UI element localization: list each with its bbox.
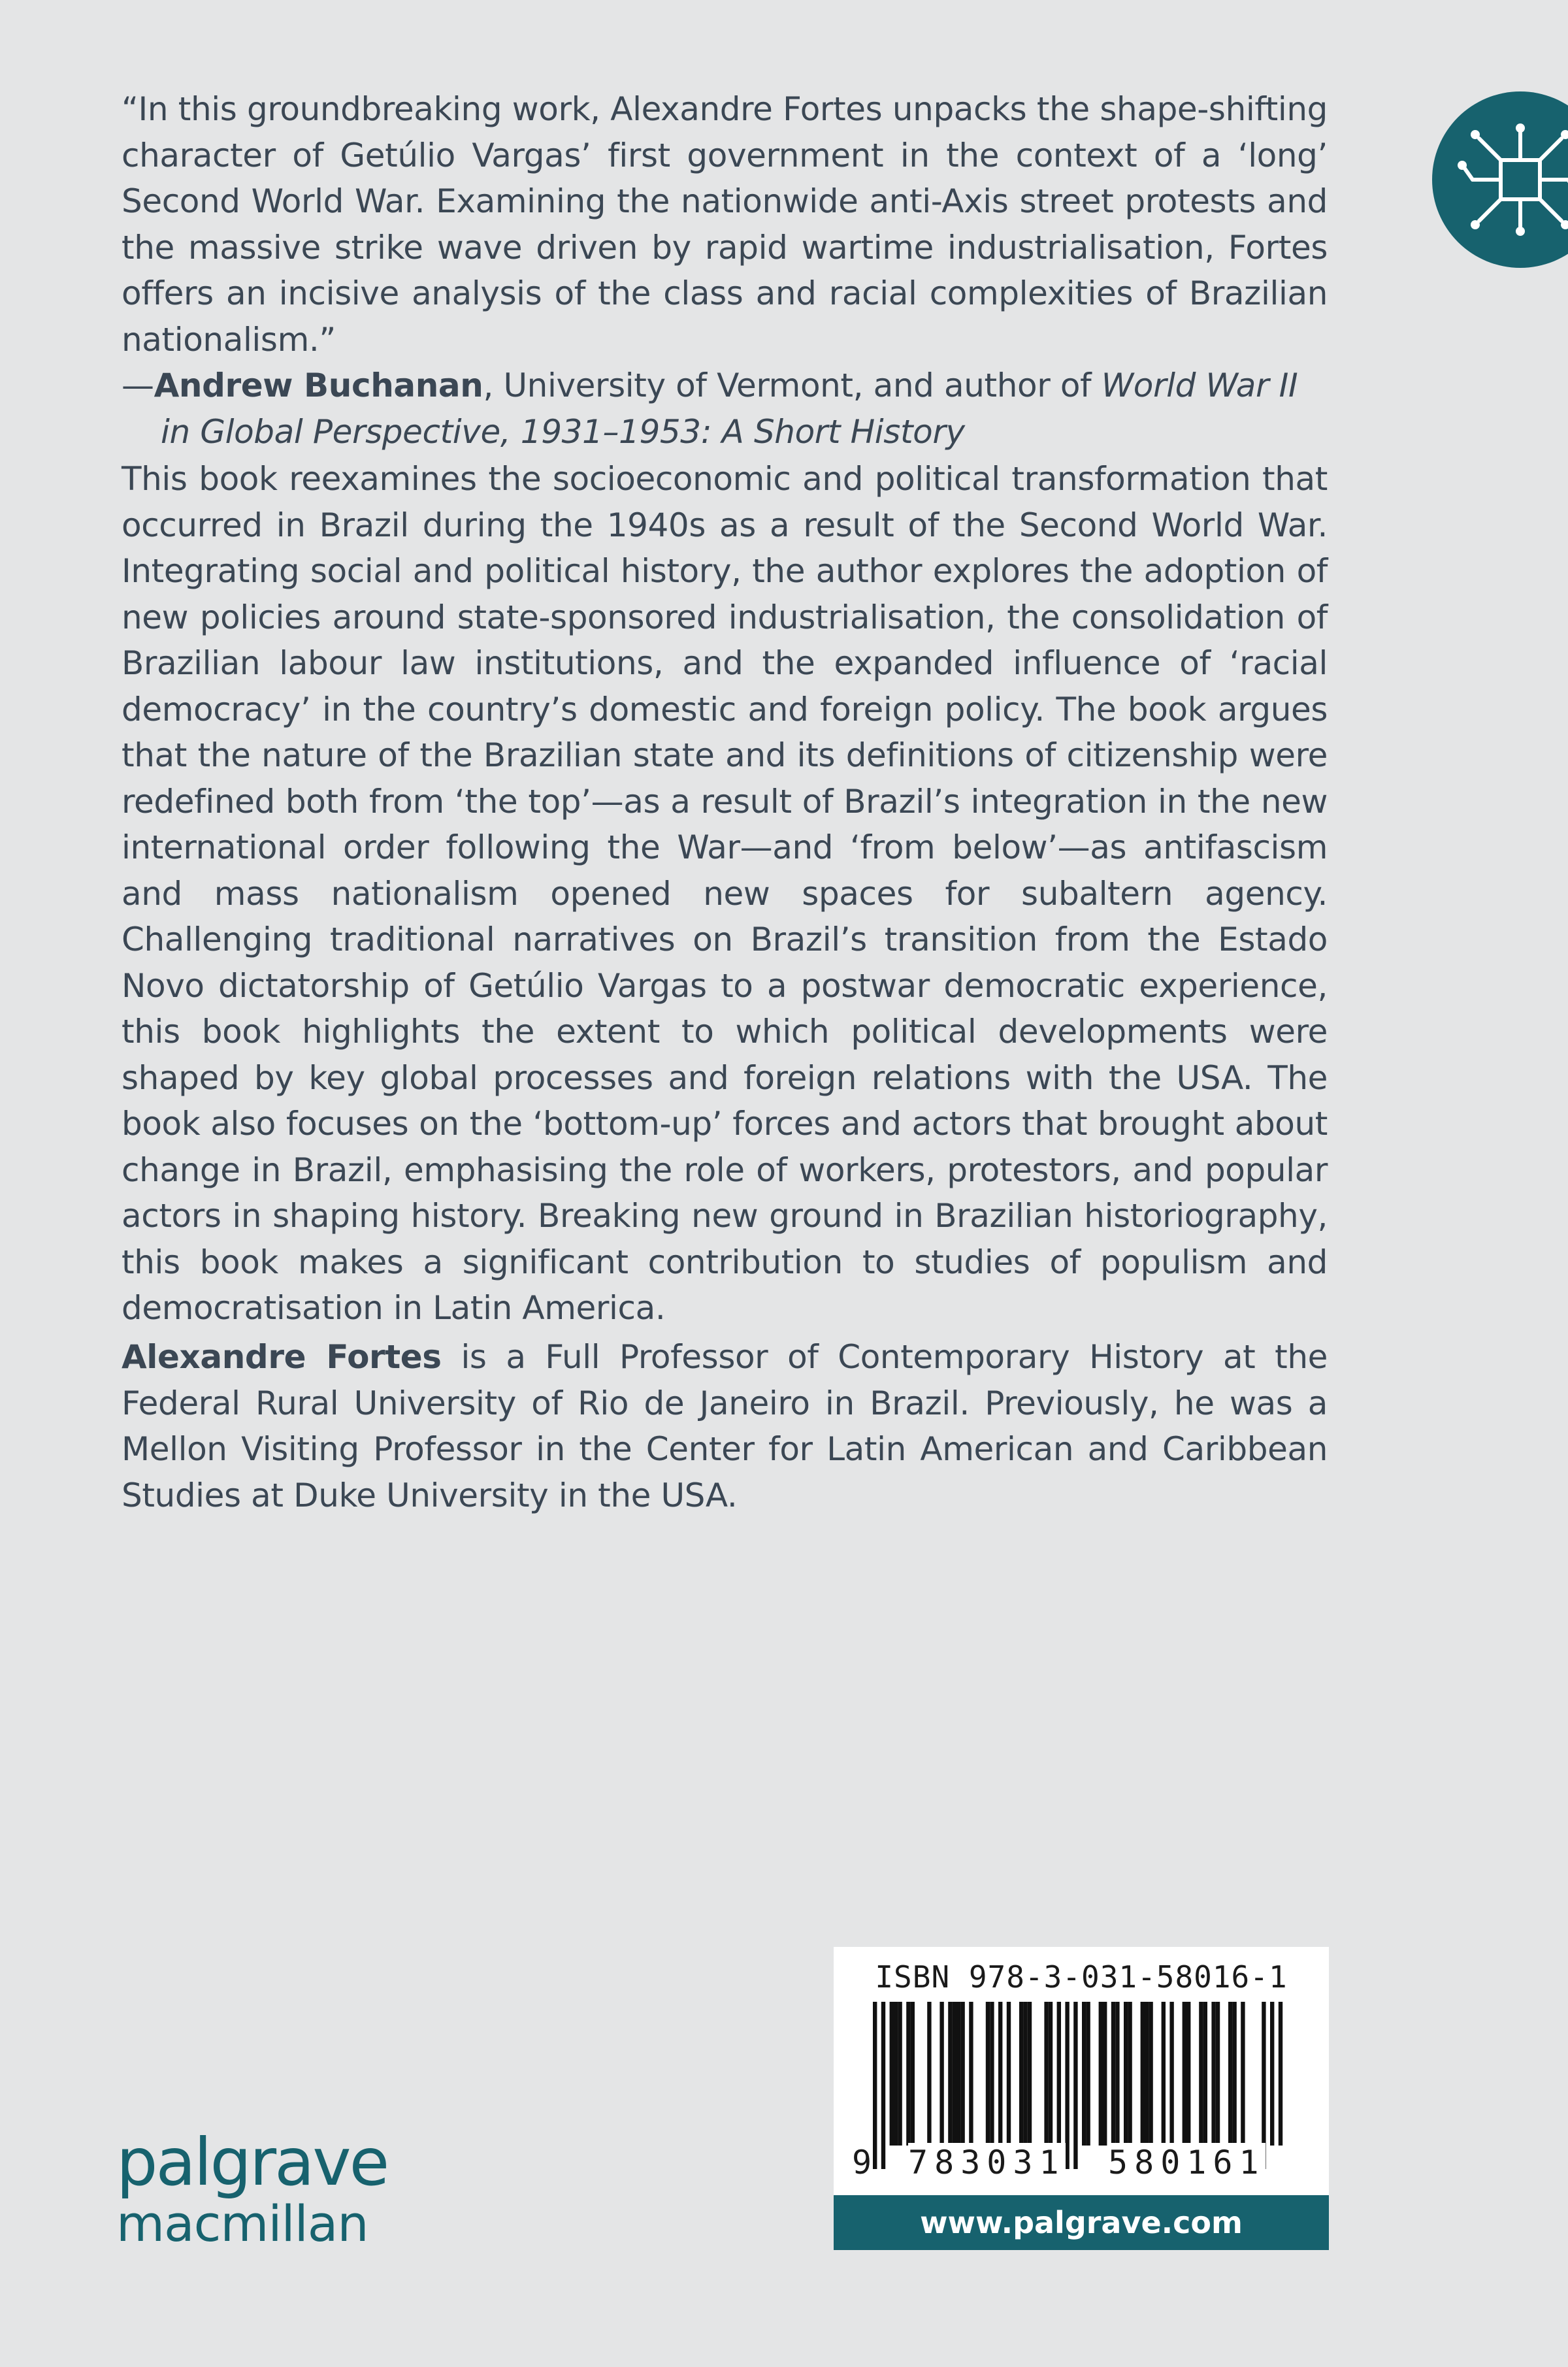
bio-author-name: Alexandre Fortes <box>122 1338 442 1376</box>
barcode-bar <box>890 2002 894 2146</box>
barcode-bar <box>894 2002 898 2146</box>
quote-attribution <box>122 363 1328 455</box>
barcode-bar <box>1241 2002 1245 2146</box>
barcode-digits <box>834 2143 1329 2182</box>
barcode-bar <box>1211 2002 1215 2146</box>
attribution-book-title: World War II in Global Perspective, 1931–1953: A Short History <box>161 367 1298 451</box>
barcode-bar <box>948 2002 952 2146</box>
barcode-bar <box>1145 2002 1149 2146</box>
barcode-bar <box>1232 2002 1236 2146</box>
publisher-website: www.palgrave.com <box>834 2195 1329 2250</box>
barcode-bar <box>1057 2002 1061 2146</box>
barcode-bar <box>1203 2002 1207 2146</box>
barcode-bar <box>911 2002 915 2146</box>
barcode-bar <box>1149 2002 1152 2146</box>
author-bio <box>122 1334 1328 1518</box>
circuit-square-icon <box>1432 91 1568 268</box>
barcode-bar <box>906 2002 910 2146</box>
barcode-bar <box>1111 2002 1115 2146</box>
publisher-logo <box>116 2124 388 2253</box>
barcode-bar <box>953 2002 956 2146</box>
barcode-bar <box>939 2002 943 2146</box>
barcode-bar <box>1169 2002 1173 2146</box>
barcode-digit-first: 9 <box>852 2144 872 2181</box>
barcode-bar <box>1007 2002 1011 2146</box>
barcode-bar <box>1228 2002 1232 2146</box>
publisher-logo-line2: macmillan <box>116 2195 368 2253</box>
endorsement-quote <box>122 86 1328 455</box>
description-text: This book reexamines the socioeconomic and political transformation that occurred in Brazil during the 1940s as a result of the Second World War. Integrating social and political history, the author explores the adoption of new policies around state-sponsored industrialisation, the consolidation of Brazilian labour law institutions, and the expanded influence of ‘racial democracy’ in the country’s domestic and foreign policy. The book argues that the nature of the Brazilian state and its definitions of citizenship were redefined both from ‘the top’—as a result of Brazil’s integration in the new international order following the War—and ‘from below’—as antifascism and mass nationalism opened new spaces for subaltern agency. Challenging traditional narratives on Brazil’s transition from the Estado Novo dictatorship of Getúlio Vargas to a postwar democratic experience, this book highlights the extent to which political developments were shaped by key global processes and foreign relations with the USA. The book also focuses on the ‘bottom-up’ forces and actors that brought about change in Brazil, emphasising the role of workers, protestors, and popular actors in shaping history. Breaking new ground in Brazilian historiography, this book makes a significant contribution to studies of populism and democratisation in Latin America. <box>122 460 1328 1327</box>
barcode-bar <box>960 2002 964 2146</box>
barcode-bar <box>898 2002 902 2146</box>
barcode-bar <box>1103 2002 1107 2146</box>
barcode-bar <box>1199 2002 1203 2146</box>
barcode-bar <box>990 2002 994 2146</box>
barcode-bar <box>927 2002 931 2146</box>
barcode-digits-right: 580161 <box>1108 2144 1266 2181</box>
barcode-bar <box>1028 2002 1032 2146</box>
barcode-bar <box>1115 2002 1119 2146</box>
barcode-bar <box>1162 2002 1166 2146</box>
book-description <box>122 456 1328 1331</box>
barcode-bar <box>1019 2002 1023 2146</box>
barcode-bar <box>1082 2002 1086 2146</box>
barcode-bar <box>1279 2002 1282 2146</box>
barcode-bar <box>1086 2002 1090 2146</box>
barcode-bar <box>1099 2002 1103 2146</box>
attribution-affiliation: , University of Vermont, and author of <box>483 367 1102 404</box>
bio-paragraph <box>122 1334 1328 1518</box>
barcode-bar <box>1044 2002 1048 2146</box>
barcode-bar <box>1141 2002 1145 2146</box>
barcode-bar <box>1186 2002 1190 2146</box>
attribution-dash: — <box>122 367 154 404</box>
barcode-bar <box>1216 2002 1220 2146</box>
barcode-bar <box>986 2002 990 2146</box>
barcode-bar <box>1270 2002 1274 2146</box>
barcode-bar <box>1023 2002 1027 2146</box>
barcode-bar <box>1128 2002 1132 2146</box>
barcode-bar <box>1049 2002 1053 2146</box>
isbn-label: ISBN 978-3-031-58016-1 <box>875 1959 1288 1995</box>
barcode-bar <box>998 2002 1002 2146</box>
barcode-digits-left: 783031 <box>908 2144 1066 2181</box>
barcode-bar <box>1124 2002 1128 2146</box>
quote-text: “In this groundbreaking work, Alexandre Fortes unpacks the shape-shifting character of Getúlio Vargas’ first government in the context of a ‘long’ Second World War. Examining the nationwide anti-Axis street protests and the massive strike wave driven by rapid wartime industrialisation, Fortes offers an incisive analysis of the class and racial complexities of Brazilian nationalism.” <box>122 90 1328 359</box>
barcode-panel <box>834 1947 1329 2195</box>
series-logo <box>1432 91 1568 268</box>
barcode-bar <box>969 2002 973 2146</box>
bio-text: is a Full Professor of Contemporary History at the Federal Rural University of Rio de Janeiro in Brazil. Previously, he was a Mellon Visiting Professor in the Center for Latin American and Caribbean Studies at Duke University in the USA. <box>122 1338 1328 1514</box>
barcode-bar <box>1183 2002 1186 2146</box>
barcode-bar <box>956 2002 960 2146</box>
publisher-logo-line1: palgrave <box>116 2124 388 2200</box>
attribution-name: Andrew Buchanan <box>154 367 483 404</box>
